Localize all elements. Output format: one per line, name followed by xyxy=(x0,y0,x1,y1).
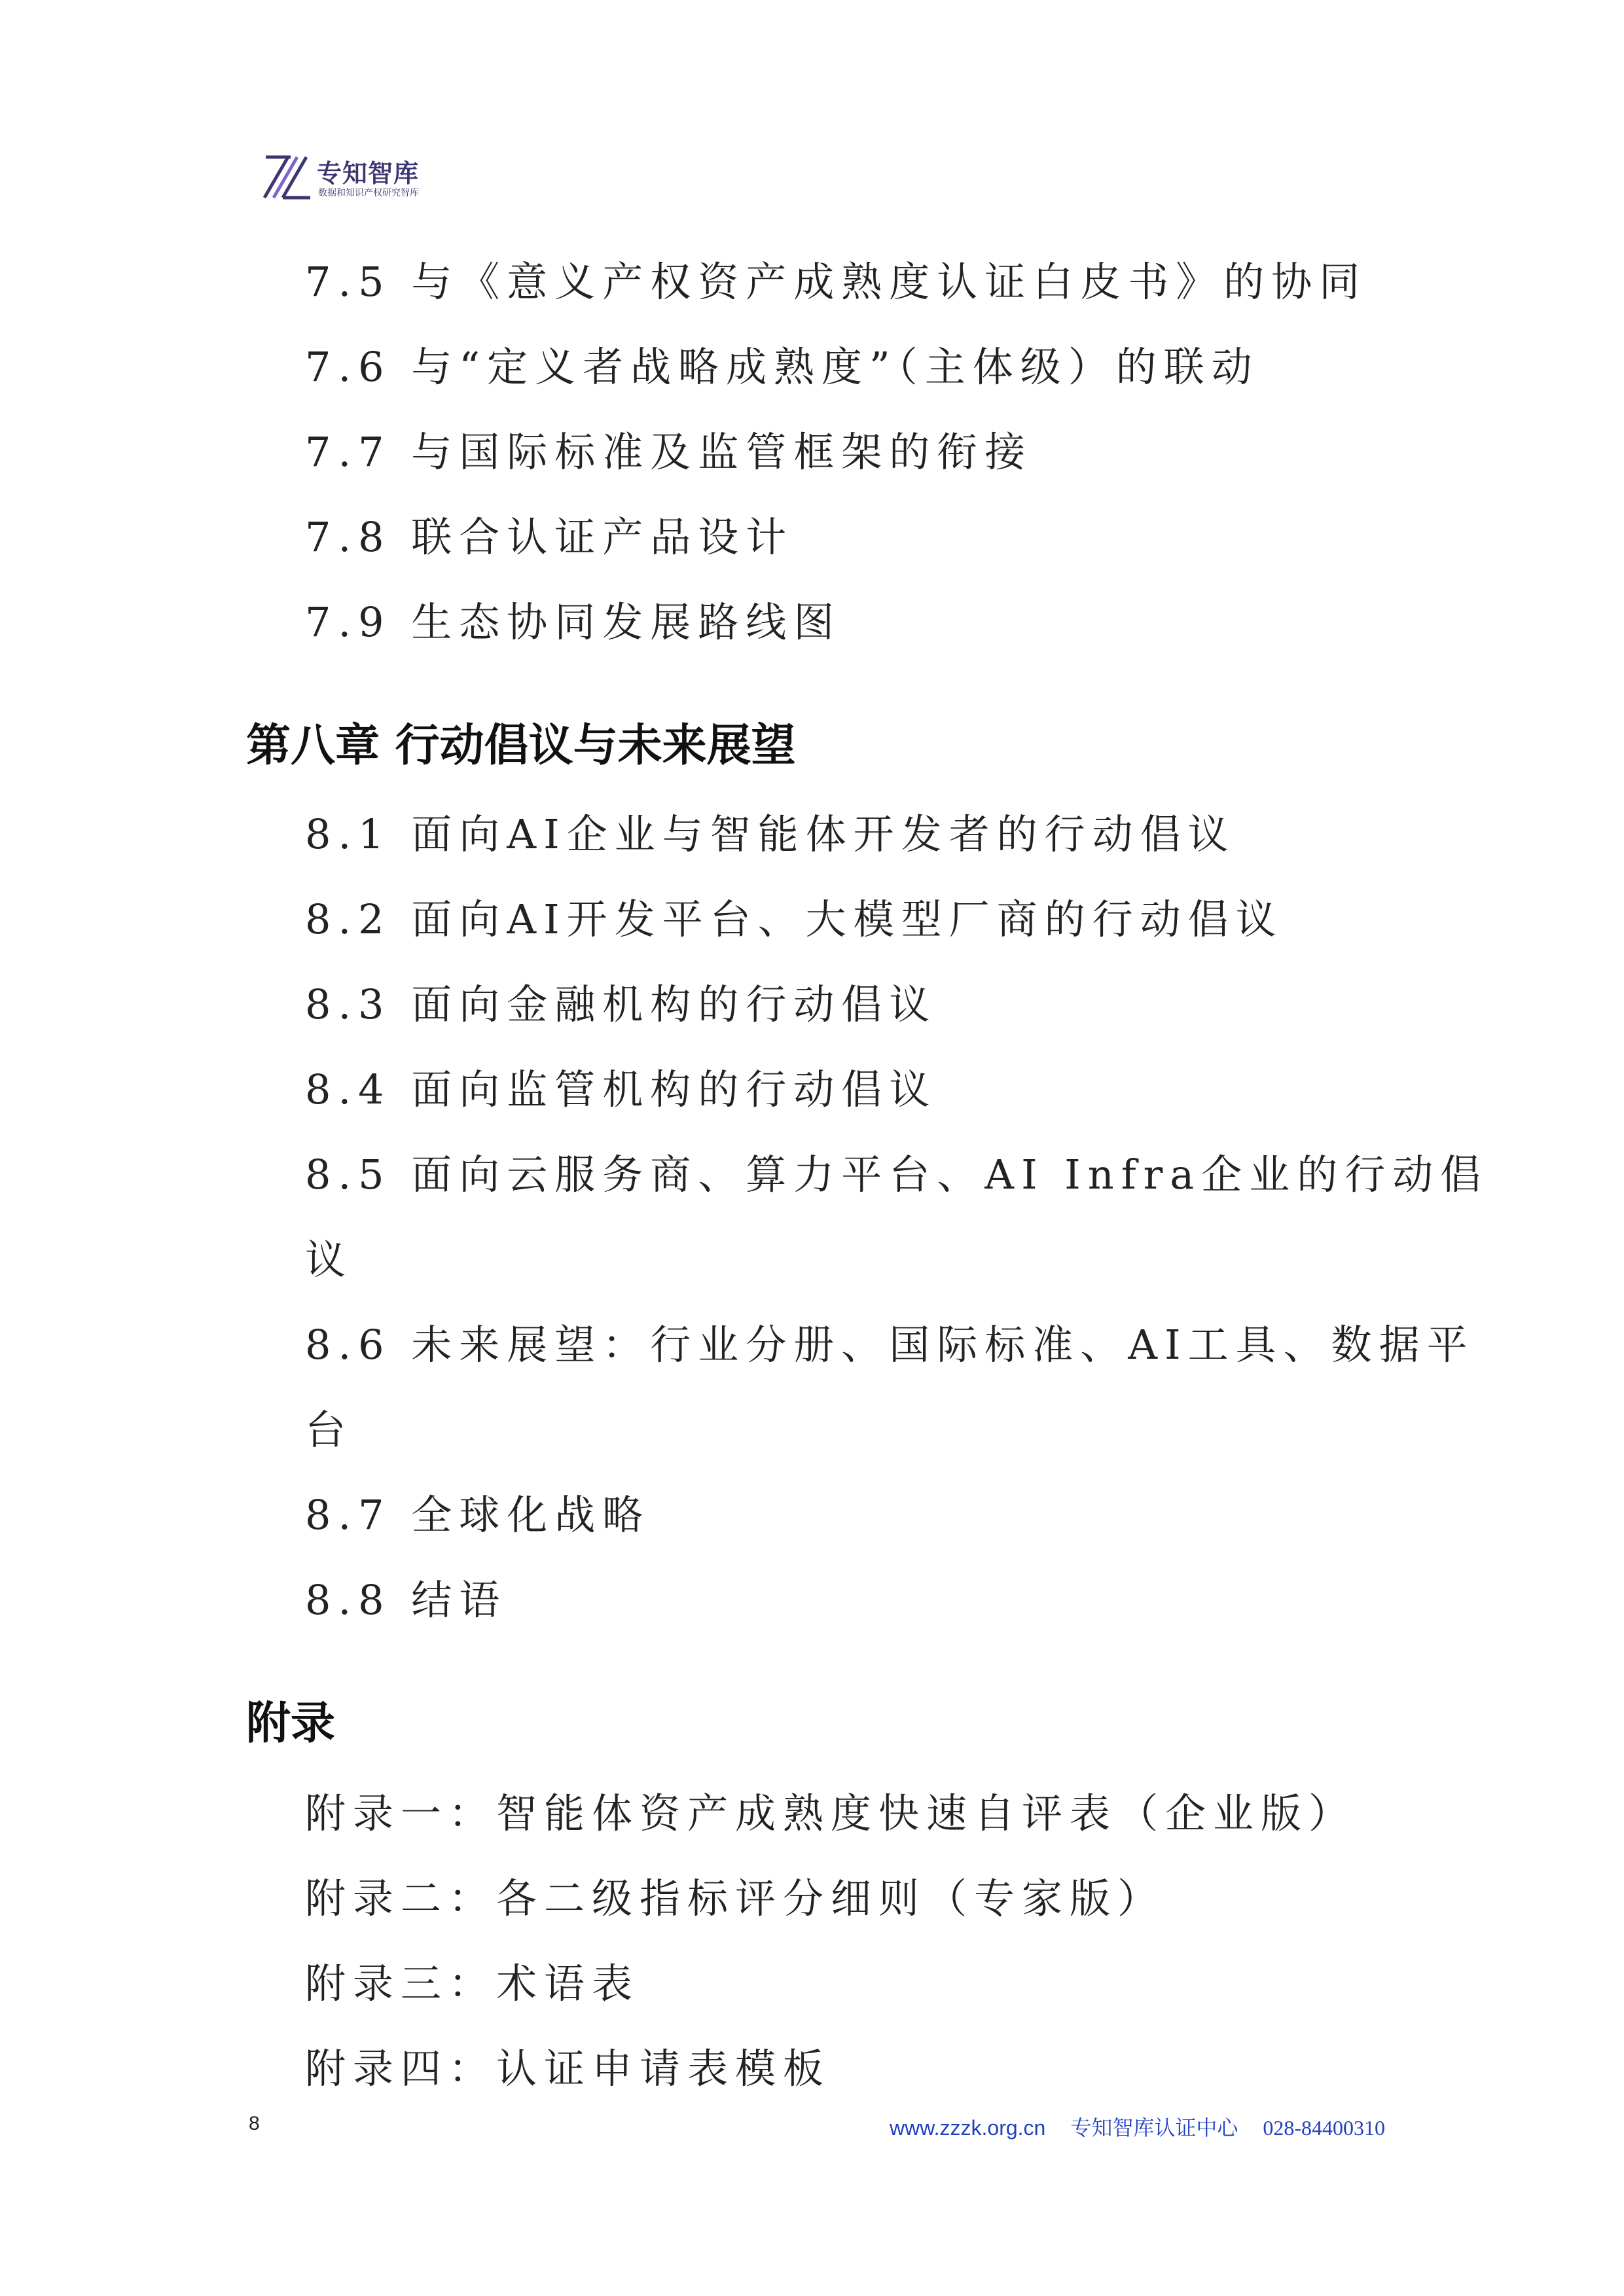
toc-item-7-7: 7.7 与国际标准及监管框架的衔接 xyxy=(305,428,1033,476)
toc-item-7-8: 7.8 联合认证产品设计 xyxy=(305,513,794,561)
toc-item-8-3: 8.3 面向金融机构的行动倡议 xyxy=(305,980,937,1028)
footer-contact xyxy=(890,2111,1385,2142)
toc-item-8-4: 8.4 面向监管机构的行动倡议 xyxy=(305,1066,937,1113)
toc-item-8-5-continued: 议 xyxy=(305,1236,353,1283)
appendix-item-4: 附录四：认证申请表模板 xyxy=(305,2045,831,2092)
appendix-item-3: 附录三：术语表 xyxy=(305,1960,640,2007)
toc-item-8-5: 8.5 面向云服务商、算力平台、AI Infra企业的行动倡 xyxy=(305,1151,1489,1198)
logo-subtitle: 数据和知识产权研究智库 xyxy=(318,188,419,198)
footer-url-link[interactable]: www.zzzk.org.cn xyxy=(890,2116,1046,2140)
toc-item-8-6: 8.6 未来展望：行业分册、国际标准、AI工具、数据平 xyxy=(305,1321,1475,1369)
appendix-heading: 附录 xyxy=(246,1698,336,1749)
appendix-item-2: 附录二：各二级指标评分细则（专家版） xyxy=(305,1874,1166,1922)
toc-item-8-7: 8.7 全球化战略 xyxy=(305,1491,651,1539)
toc-item-7-5: 7.5 与《意义产权资产成熟度认证白皮书》的协同 xyxy=(305,258,1367,306)
toc-item-7-9: 7.9 生态协同发展路线图 xyxy=(305,598,842,646)
toc-item-8-2: 8.2 面向AI开发平台、大模型厂商的行动倡议 xyxy=(305,895,1284,943)
toc-item-8-8: 8.8 结语 xyxy=(305,1576,507,1624)
toc-item-7-6: 7.6 与“定义者战略成熟度”（主体级）的联动 xyxy=(305,343,1259,391)
toc-item-8-1: 8.1 面向AI企业与智能体开发者的行动倡议 xyxy=(305,810,1236,858)
header-logo xyxy=(261,149,457,208)
chapter-8-heading: 第八章 行动倡议与未来展望 xyxy=(246,720,796,772)
footer-phone: 028-84400310 xyxy=(1263,2116,1385,2140)
toc-item-8-6-continued: 台 xyxy=(305,1406,353,1454)
footer-center-name: 专知智库认证中心 xyxy=(1070,2115,1238,2140)
page-number: 8 xyxy=(249,2113,260,2134)
logo-title: 专知智库 xyxy=(317,159,420,188)
zk-logo-icon xyxy=(261,154,313,202)
appendix-item-1: 附录一：智能体资产成熟度快速自评表（企业版） xyxy=(305,1789,1357,1837)
